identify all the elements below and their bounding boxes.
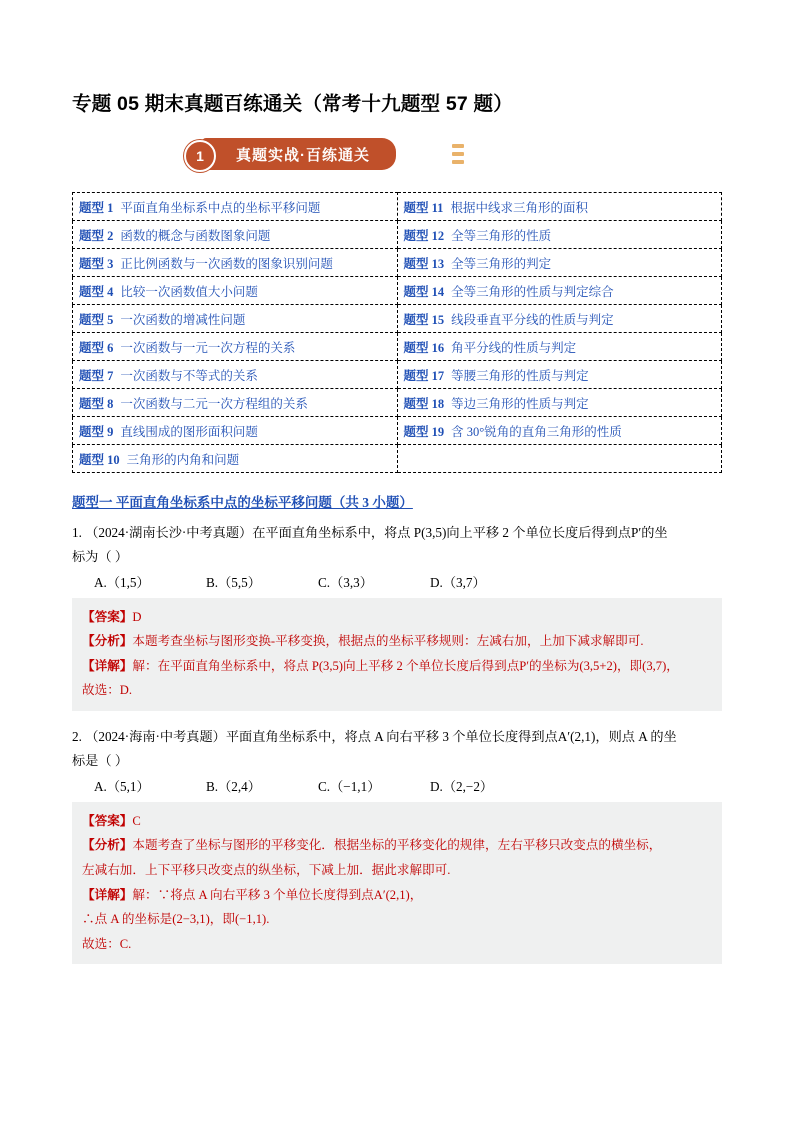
topic-number: 题型 6 [79, 340, 114, 355]
choice-option-a[interactable]: A.（5,1） [94, 778, 150, 794]
detail-tag: 【详解】 [82, 887, 133, 902]
topic-cell[interactable] [397, 417, 722, 445]
topic-cell[interactable] [73, 277, 398, 305]
detail-text-3: 故选：C. [82, 936, 132, 951]
topic-cell[interactable] [73, 417, 398, 445]
table-row [73, 305, 722, 333]
table-row [73, 389, 722, 417]
topic-cell[interactable] [397, 333, 722, 361]
topic-cell[interactable] [397, 305, 722, 333]
topic-cell[interactable] [73, 305, 398, 333]
choice-list [72, 776, 722, 795]
topic-cell[interactable] [73, 193, 398, 221]
topic-cell[interactable] [73, 333, 398, 361]
banner-label: 真题实战·百练通关 [236, 146, 370, 164]
analysis-line [82, 629, 712, 654]
topic-label: 正比例函数与一次函数的图象识别问题 [120, 256, 333, 271]
topic-label: 全等三角形的判定 [451, 256, 552, 271]
topic-number: 题型 2 [79, 228, 114, 243]
topic-number: 题型 13 [403, 256, 445, 271]
topic-cell[interactable] [397, 361, 722, 389]
choice-option-a[interactable]: A.（1,5） [94, 574, 150, 590]
topic-label: 一次函数与一元一次方程的关系 [120, 340, 296, 355]
topic-cell[interactable] [397, 249, 722, 277]
topic-number: 题型 5 [79, 312, 114, 327]
detail-line [82, 678, 712, 703]
question-number: 1. [72, 525, 82, 540]
answer-block [72, 598, 722, 711]
table-row [73, 361, 722, 389]
analysis-line [82, 858, 712, 883]
topic-label: 全等三角形的性质 [451, 228, 552, 243]
question-item [72, 725, 722, 964]
banner-bar [202, 138, 396, 170]
table-row [73, 333, 722, 361]
topic-cell[interactable] [73, 389, 398, 417]
question-number: 2. [72, 729, 82, 745]
section-heading: 题型一 平面直角坐标系中点的坐标平移问题（共 3 小题） [72, 495, 413, 510]
topic-label: 直线围成的图形面积问题 [120, 424, 258, 439]
topic-label: 一次函数与不等式的关系 [120, 368, 258, 383]
topic-cell[interactable] [73, 221, 398, 249]
answer-value: D [132, 609, 142, 624]
topic-cell[interactable] [397, 221, 722, 249]
topic-number: 题型 4 [79, 284, 114, 299]
topic-label: 等边三角形的性质与判定 [451, 396, 589, 411]
topic-cell[interactable] [73, 445, 398, 473]
question-stem [72, 521, 722, 570]
topic-cell[interactable] [397, 389, 722, 417]
section-banner [72, 138, 722, 178]
topic-number: 题型 1 [79, 200, 114, 215]
answer-block [72, 802, 722, 964]
topic-cell[interactable] [73, 361, 398, 389]
topic-cell[interactable] [397, 277, 722, 305]
topic-number: 题型 12 [403, 228, 445, 243]
topic-label: 一次函数与二元一次方程组的关系 [120, 396, 308, 411]
choice-option-c[interactable]: C.（−1,1） [318, 778, 381, 794]
question-text-line1: （2024·海南·中考真题）平面直角坐标系中，将点 A 向右平移 3 个单位长度得到点A′(2,1)，则点 A 的坐 [85, 729, 677, 745]
banner-number-badge: 1 [184, 140, 216, 172]
answer-line [82, 809, 712, 834]
question-stem [72, 725, 722, 774]
page-content [72, 88, 722, 978]
detail-line [82, 932, 712, 957]
answer-line [82, 605, 712, 630]
table-row [73, 445, 722, 473]
choice-option-b[interactable]: B.（5,5） [206, 574, 261, 590]
detail-text-2: 故选：D. [82, 683, 133, 698]
table-row [73, 417, 722, 445]
detail-line [82, 654, 712, 679]
topic-cell[interactable] [397, 193, 722, 221]
topic-label: 全等三角形的性质与判定综合 [451, 284, 614, 299]
banner-decoration-icon [452, 144, 464, 164]
topic-number: 题型 10 [79, 452, 120, 467]
topic-number: 题型 3 [79, 256, 114, 271]
topic-cell-empty [397, 445, 722, 473]
topic-number: 题型 17 [403, 368, 445, 383]
topic-label: 三角形的内角和问题 [126, 452, 240, 467]
choice-list [72, 572, 722, 591]
topic-label: 线段垂直平分线的性质与判定 [451, 312, 614, 327]
topic-number: 题型 14 [403, 284, 445, 299]
analysis-text-2: 左减右加．上下平移只改变点的纵坐标，下减上加．据此求解即可. [82, 862, 451, 877]
topic-number: 题型 16 [403, 340, 445, 355]
topic-cell[interactable] [73, 249, 398, 277]
detail-line [82, 907, 712, 932]
question-item [72, 521, 722, 711]
topic-number: 题型 11 [403, 200, 444, 215]
detail-text-1: 解：在平面直角坐标系中，将点 P(3,5)向上平移 2 个单位长度后得到点P′的坐标为(3,5+2)，即(3,7)， [132, 658, 679, 673]
topic-number: 题型 19 [403, 424, 445, 439]
topic-number: 题型 9 [79, 424, 114, 439]
choice-option-d[interactable]: D.（3,7） [430, 574, 486, 590]
topic-label: 根据中线求三角形的面积 [450, 200, 588, 215]
choice-option-b[interactable]: B.（2,4） [206, 778, 261, 794]
topic-label: 平面直角坐标系中点的坐标平移问题 [120, 200, 321, 215]
topic-label: 函数的概念与函数图象问题 [120, 228, 271, 243]
topic-number: 题型 18 [403, 396, 445, 411]
detail-text-1: 解：∵将点 A 向右平移 3 个单位长度得到点A′(2,1)， [132, 887, 423, 902]
analysis-line [82, 833, 712, 858]
answer-value: C [132, 813, 141, 828]
answer-tag: 【答案】 [82, 813, 133, 828]
topic-label: 比较一次函数值大小问题 [120, 284, 258, 299]
detail-tag: 【详解】 [82, 658, 133, 673]
table-row [73, 221, 722, 249]
topic-table [72, 192, 722, 473]
detail-line [82, 883, 712, 908]
topic-number: 题型 7 [79, 368, 114, 383]
question-text-line1: （2024·湖南长沙·中考真题）在平面直角坐标系中，将点 P(3,5)向上平移 2 个单位长度后得到点P′的坐 [85, 525, 668, 540]
table-row [73, 193, 722, 221]
question-text-line2: 标为（ ） [72, 549, 129, 565]
choice-option-c[interactable]: C.（3,3） [318, 574, 373, 590]
table-row [73, 249, 722, 277]
page-title: 专题 05 期末真题百练通关（常考十九题型 57 题） [72, 93, 513, 115]
answer-tag: 【答案】 [82, 609, 133, 624]
topic-label: 一次函数的增减性问题 [120, 312, 246, 327]
table-row [73, 277, 722, 305]
topic-label: 角平分线的性质与判定 [451, 340, 577, 355]
analysis-tag: 【分析】 [82, 634, 133, 649]
topic-label: 等腰三角形的性质与判定 [451, 368, 589, 383]
analysis-text: 本题考查坐标与图形变换-平移变换，根据点的坐标平移规则：左减右加，上加下减求解即可. [132, 634, 644, 649]
choice-option-d[interactable]: D.（2,−2） [430, 778, 494, 794]
detail-text-2: ∴点 A 的坐标是(2−3,1)，即(−1,1). [82, 912, 270, 927]
question-text-line2: 标是（ ） [72, 753, 129, 769]
topic-label: 含 30°锐角的直角三角形的性质 [451, 424, 622, 439]
analysis-text-1: 本题考查了坐标与图形的平移变化．根据坐标的平移变化的规律，左右平移只改变点的横坐标， [132, 838, 662, 853]
topic-number: 题型 8 [79, 396, 114, 411]
topic-number: 题型 15 [403, 312, 445, 327]
analysis-tag: 【分析】 [82, 838, 133, 853]
